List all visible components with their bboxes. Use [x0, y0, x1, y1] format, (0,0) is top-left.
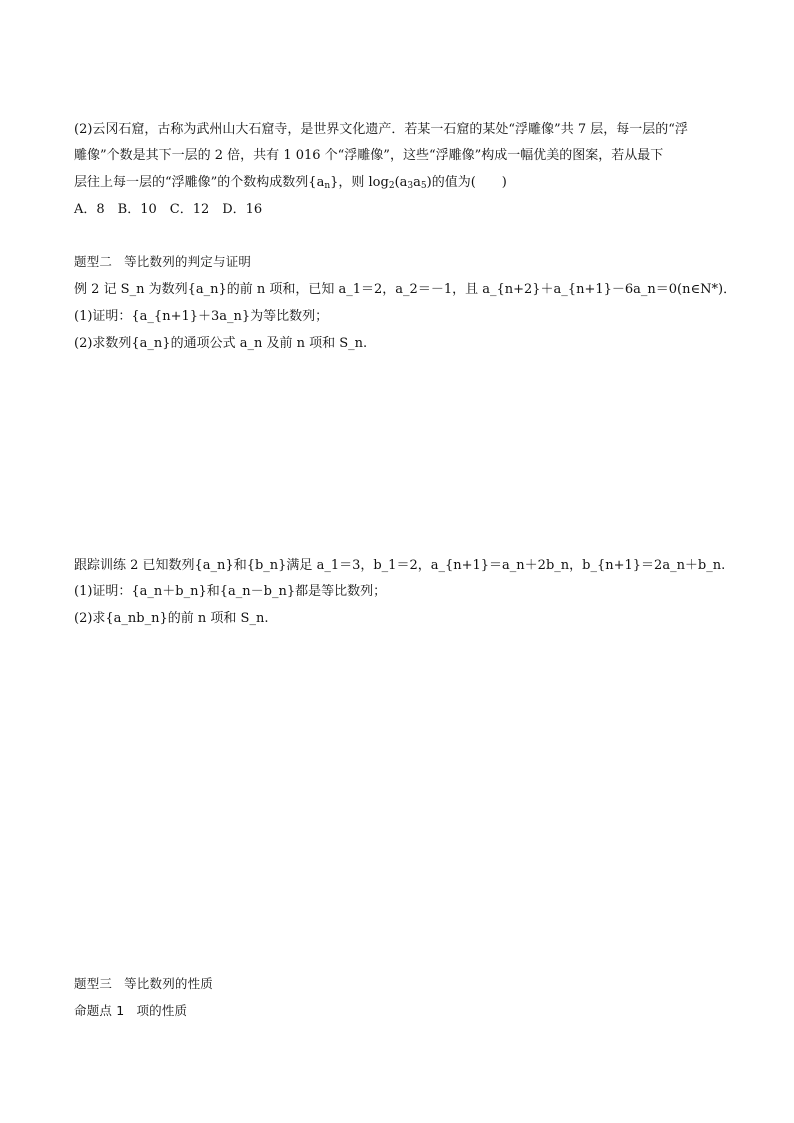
proposition-title: 项的性质	[136, 1003, 188, 1018]
exercise-2-statement: 跟踪训练 2 已知数列{a_n}和{b_n}满足 a_1＝3，b_1＝2，a_{n+1}＝a_n＋2b_n，b_{n+1}＝2a_n＋b_n.	[74, 558, 726, 573]
example-2-statement: 例 2 记 S_n 为数列{a_n}的前 n 项和，已知 a_1＝2，a_2＝－1，且 a_{n+2}＋a_{n+1}－6a_n＝0(n∈N*)．	[74, 282, 737, 297]
section-label: 题型三	[74, 976, 113, 991]
exercise-2-part-1: (1)证明：{a_n＋b_n}和{a_n－b_n}都是等比数列；	[74, 584, 387, 599]
exercise-2-part-2: (2)求{a_nb_n}的前 n 项和 S_n.	[74, 611, 269, 626]
section-title: 等比数列的判定与证明	[124, 254, 252, 269]
example-2-part-1: (1)证明：{a_{n+1}＋3a_n}为等比数列；	[74, 309, 329, 324]
section-heading-type-3	[74, 975, 213, 993]
proposition-1-heading	[74, 1002, 187, 1020]
problem-2-line-2: 雕像”个数是其下一层的 2 倍，共有 1 016 个“浮雕像”，这些“浮雕像”构成一幅优美的图案，若从最下	[74, 148, 664, 163]
section-title: 等比数列的性质	[124, 976, 214, 991]
problem-2-options: A．8 B．10 C．12 D．16	[74, 202, 263, 217]
problem-2-line-3: 层往上每一层的“浮雕像”的个数构成数列$\{a_n\}$，则 $\log_2(a_3a_5)$的值为( )	[74, 175, 507, 191]
example-2-part-2: (2)求数列{a_n}的通项公式 a_n 及前 n 项和 S_n.	[74, 336, 368, 351]
section-label: 题型二	[74, 254, 113, 269]
proposition-label: 命题点 1	[74, 1003, 125, 1018]
problem-2-line-1: (2)云冈石窟，古称为武州山大石窟寺，是世界文化遗产．若某一石窟的某处“浮雕像”共 7 层，每一层的“浮	[74, 122, 688, 137]
section-heading-type-2	[74, 253, 251, 271]
